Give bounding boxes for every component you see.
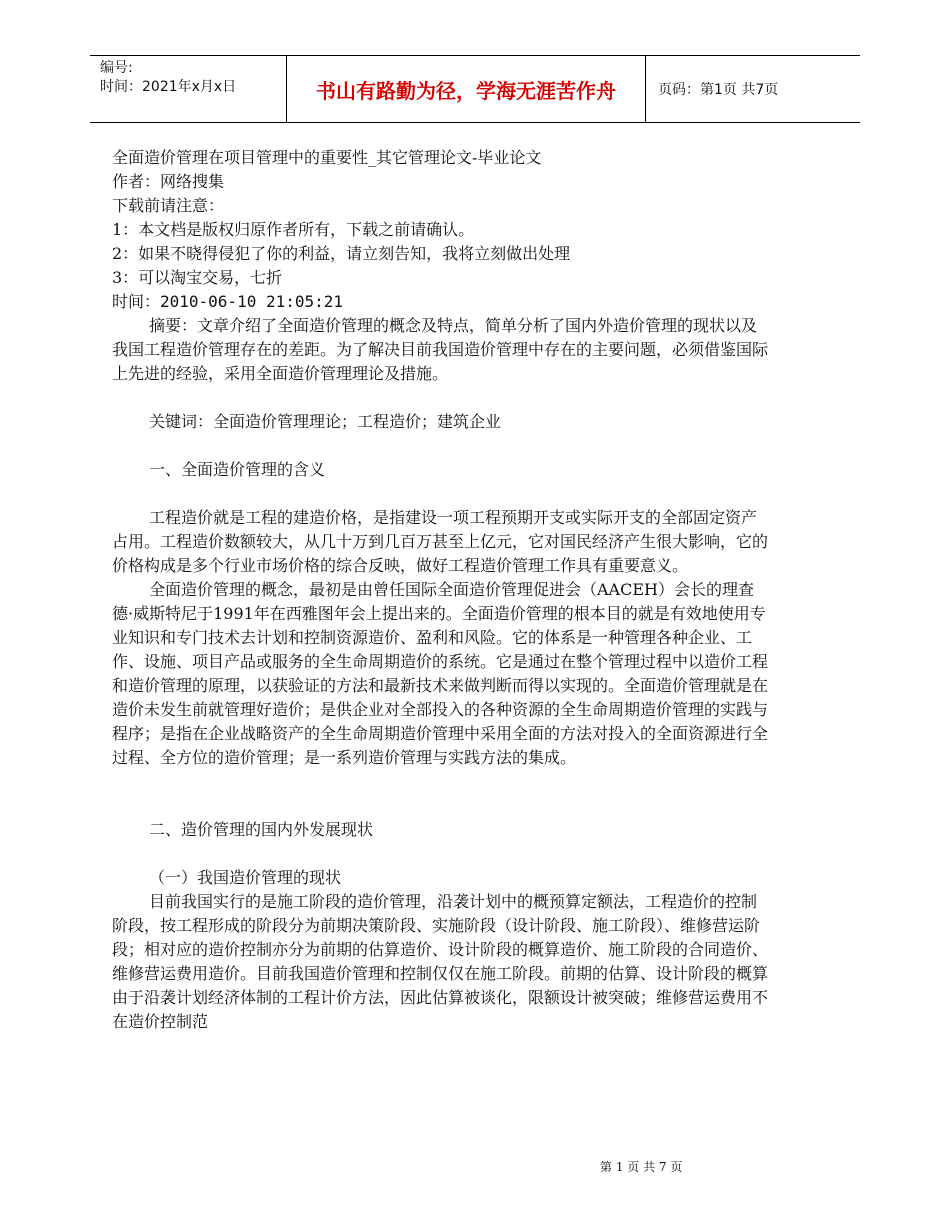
section-heading-2: 二、造价管理的国内外发展现状 <box>149 820 374 839</box>
doc-author: 作者：网络搜集 <box>112 172 225 191</box>
section-heading-1: 一、全面造价管理的含义 <box>149 460 326 479</box>
keywords: 关键词：全面造价管理理论；工程造价；建筑企业 <box>149 412 502 431</box>
doc-number-label: 编号: <box>100 60 133 76</box>
page-footer: 第 1 页 共 7 页 <box>600 1160 683 1174</box>
doc-time-label: 时间：2021年x月x日 <box>100 79 237 95</box>
abstract-paragraph: 摘要：文章介绍了全面造价管理的概念及特点，简单分析了国内外造价管理的现状以及我国工程造价管理存在的差距。为了解决目前我国造价管理中存在的主要问题，必须借鉴国际上先进的经验，采用全面造价管理理论及措施。 <box>112 316 769 383</box>
body-paragraph-2: 全面造价管理的概念，最初是由曾任国际全面造价管理促进会（AACEH）会长的理查德·威斯特尼于1991年在西雅图年会上提出来的。全面造价管理的根本目的就是有效地使用专业知识和专门技术去计划和控制资源造价、盈利和风险。它的体系是一种管理各种企业、工作、设施、项目产品或服务的全生命周期造价的系统。它是通过在整个管理过程中以造价工程和造价管理的原理，以获验证的方法和最新技术来做判断而得以实现的。全面造价管理就是在造价未发生前就管理好造价；是供企业对全部投入的各种资源的全生命周期造价管理的实践与程序；是指在企业战略资产的全生命周期造价管理中采用全面的方法对投入的全面资源进行全过程、全方位的造价管理；是一系列造价管理与实践方法的集成。 <box>112 580 769 767</box>
doc-title: 全面造价管理在项目管理中的重要性_其它管理论文-毕业论文 <box>112 148 542 167</box>
notice-item-1: 1：本文档是版权归原作者所有，下载之前请确认。 <box>112 220 475 239</box>
page-header <box>90 55 860 123</box>
doc-time: 时间：2010-06-10 21:05:21 <box>112 292 344 311</box>
header-page-label: 页码：第1页 共7页 <box>658 82 779 98</box>
subsection-heading-1: （一）我国造价管理的现状 <box>149 868 342 887</box>
header-meta <box>90 56 286 122</box>
document-body <box>112 146 768 1034</box>
notice-title: 下载前请注意： <box>112 196 225 215</box>
header-motto: 书山有路勤为径，学海无涯苦作舟 <box>286 56 646 122</box>
notice-item-3: 3：可以淘宝交易，七折 <box>112 268 283 287</box>
notice-item-2: 2：如果不晓得侵犯了你的利益，请立刻告知，我将立刻做出处理 <box>112 244 571 263</box>
body-paragraph-3: 目前我国实行的是施工阶段的造价管理，沿袭计划中的概预算定额法，工程造价的控制阶段，按工程形成的阶段分为前期决策阶段、实施阶段（设计阶段、施工阶段）、维修营运阶段；相对应的造价控制亦分为前期的估算造价、设计阶段的概算造价、施工阶段的合同造价、维修营运费用造价。目前我国造价管理和控制仅仅在施工阶段。前期的估算、设计阶段的概算由于沿袭计划经济体制的工程计价方法，因此估算被谈化，限额设计被突破；维修营运费用不在造价控制范 <box>112 892 769 1031</box>
body-paragraph-1: 工程造价就是工程的建造价格，是指建设一项工程预期开支或实际开支的全部固定资产占用。工程造价数额较大，从几十万到几百万甚至上亿元，它对国民经济产生很大影响，它的价格构成是多个行业市场价格的综合反映，做好工程造价管理工作具有重要意义。 <box>112 508 769 575</box>
